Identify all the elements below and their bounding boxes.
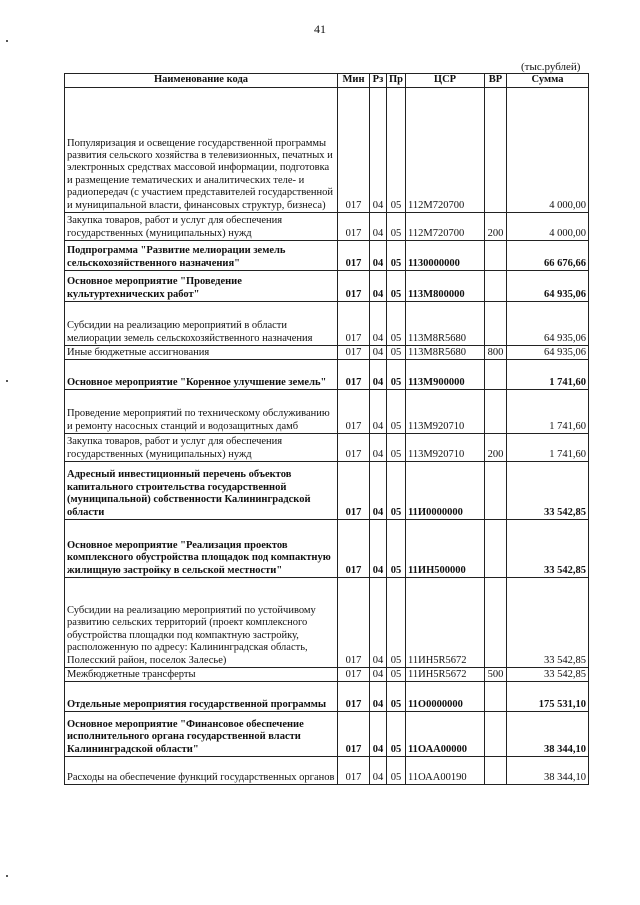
table-row (65, 346, 589, 360)
row-sum: 64 935,06 (507, 302, 589, 346)
row-csr: 11ОАА00190 (406, 757, 485, 785)
row-vr (485, 520, 507, 578)
row-pr: 05 (387, 346, 406, 360)
table-row (65, 302, 589, 346)
row-name: Отдельные мероприятия государственной программы (65, 682, 338, 712)
row-name: Основное мероприятие "Реализация проектов комплексного обустройства площадок под компактную жилищную застройку в сельской местности" (65, 520, 338, 578)
row-min: 017 (338, 757, 370, 785)
table-header-row (65, 74, 589, 88)
table-row (65, 88, 589, 213)
row-name: Адресный инвестиционный перечень объектов капитального строительства государственной (муниципальной) собственности Калининградской области (65, 462, 338, 520)
row-min: 017 (338, 302, 370, 346)
table-row (65, 578, 589, 668)
row-vr (485, 302, 507, 346)
row-rz: 04 (370, 213, 387, 241)
row-name: Основное мероприятие "Коренное улучшение земель" (65, 360, 338, 390)
header-min: Мин (338, 74, 370, 88)
row-pr: 05 (387, 682, 406, 712)
row-name: Расходы на обеспечение функций государственных органов (65, 757, 338, 785)
row-name: Основное мероприятие "Проведение культуртехнических работ" (65, 271, 338, 302)
table-row (65, 434, 589, 462)
row-vr (485, 88, 507, 213)
row-name: Проведение мероприятий по техническому обслуживанию и ремонту насосных станций и водозащитных дамб (65, 390, 338, 434)
row-pr: 05 (387, 302, 406, 346)
row-name: Популяризация и освещение государственной программы развития сельского хозяйства в телевизионных, печатных и электронных средствах массовой информации, подготовка и размещение тематических и аналитических теле- и радиопередач (с участием представителей государственной и муниципальной власти, финансовых структур, бизнеса) (65, 88, 338, 213)
row-csr: 1130000000 (406, 241, 485, 271)
row-sum: 64 935,06 (507, 271, 589, 302)
row-rz: 04 (370, 462, 387, 520)
row-rz: 04 (370, 390, 387, 434)
unit-label: (тыс.рублей) (521, 61, 581, 73)
row-vr (485, 462, 507, 520)
row-pr: 05 (387, 213, 406, 241)
row-name: Подпрограмма "Развитие мелиорации земель сельскохозяйственного назначения" (65, 241, 338, 271)
row-vr (485, 578, 507, 668)
table-row (65, 520, 589, 578)
page-number: 41 (314, 22, 326, 36)
row-vr (485, 712, 507, 757)
table-row (65, 712, 589, 757)
row-rz: 04 (370, 520, 387, 578)
row-name: Межбюджетные трансферты (65, 668, 338, 682)
row-name: Субсидии на реализацию мероприятий в области мелиорации земель сельскохозяйственного назначения (65, 302, 338, 346)
budget-table (64, 73, 589, 785)
row-pr: 05 (387, 360, 406, 390)
row-sum: 1 741,60 (507, 390, 589, 434)
row-min: 017 (338, 578, 370, 668)
row-rz: 04 (370, 682, 387, 712)
row-sum: 33 542,85 (507, 520, 589, 578)
row-pr: 05 (387, 520, 406, 578)
row-csr: 11ИН5R5672 (406, 668, 485, 682)
table-row (65, 757, 589, 785)
row-csr: 11ИН500000 (406, 520, 485, 578)
row-vr (485, 757, 507, 785)
row-min: 017 (338, 360, 370, 390)
row-rz: 04 (370, 241, 387, 271)
row-csr: 113М800000 (406, 271, 485, 302)
row-rz: 04 (370, 757, 387, 785)
row-min: 017 (338, 520, 370, 578)
row-csr: 11О0000000 (406, 682, 485, 712)
header-sum: Сумма (507, 74, 589, 88)
row-min: 017 (338, 668, 370, 682)
row-vr (485, 682, 507, 712)
row-pr: 05 (387, 88, 406, 213)
row-rz: 04 (370, 88, 387, 213)
row-vr (485, 360, 507, 390)
row-csr: 113М920710 (406, 434, 485, 462)
row-vr: 200 (485, 434, 507, 462)
row-csr: 11ИН5R5672 (406, 578, 485, 668)
row-sum: 38 344,10 (507, 757, 589, 785)
table-row (65, 360, 589, 390)
row-csr: 113М900000 (406, 360, 485, 390)
row-sum: 4 000,00 (507, 213, 589, 241)
row-rz: 04 (370, 360, 387, 390)
row-name: Иные бюджетные ассигнования (65, 346, 338, 360)
row-sum: 64 935,06 (507, 346, 589, 360)
table-row (65, 682, 589, 712)
row-min: 017 (338, 88, 370, 213)
table-row (65, 271, 589, 302)
margin-mark (6, 875, 8, 877)
row-pr: 05 (387, 241, 406, 271)
row-rz: 04 (370, 271, 387, 302)
row-sum: 33 542,85 (507, 578, 589, 668)
row-csr: 112М720700 (406, 88, 485, 213)
row-min: 017 (338, 434, 370, 462)
header-pr: Пр (387, 74, 406, 88)
row-sum: 66 676,66 (507, 241, 589, 271)
row-sum: 4 000,00 (507, 88, 589, 213)
table-row (65, 241, 589, 271)
margin-mark (6, 40, 8, 42)
row-pr: 05 (387, 434, 406, 462)
row-rz: 04 (370, 346, 387, 360)
row-min: 017 (338, 462, 370, 520)
row-sum: 175 531,10 (507, 682, 589, 712)
table-row (65, 668, 589, 682)
row-rz: 04 (370, 302, 387, 346)
row-rz: 04 (370, 434, 387, 462)
row-min: 017 (338, 241, 370, 271)
row-vr (485, 390, 507, 434)
row-vr: 200 (485, 213, 507, 241)
row-csr: 11ОАА00000 (406, 712, 485, 757)
row-csr: 112М720700 (406, 213, 485, 241)
row-csr: 113М8R5680 (406, 346, 485, 360)
row-min: 017 (338, 346, 370, 360)
row-rz: 04 (370, 668, 387, 682)
row-rz: 04 (370, 578, 387, 668)
row-sum: 1 741,60 (507, 360, 589, 390)
row-pr: 05 (387, 390, 406, 434)
row-pr: 05 (387, 712, 406, 757)
row-csr: 113М920710 (406, 390, 485, 434)
row-pr: 05 (387, 757, 406, 785)
row-min: 017 (338, 682, 370, 712)
row-pr: 05 (387, 668, 406, 682)
row-sum: 33 542,85 (507, 668, 589, 682)
row-min: 017 (338, 712, 370, 757)
row-csr: 11И0000000 (406, 462, 485, 520)
row-min: 017 (338, 390, 370, 434)
table-row (65, 390, 589, 434)
row-name: Закупка товаров, работ и услуг для обеспечения государственных (муниципальных) нужд (65, 434, 338, 462)
row-csr: 113М8R5680 (406, 302, 485, 346)
table-row (65, 213, 589, 241)
row-min: 017 (338, 271, 370, 302)
header-vr: ВР (485, 74, 507, 88)
row-vr (485, 241, 507, 271)
row-min: 017 (338, 213, 370, 241)
header-csr: ЦСР (406, 74, 485, 88)
row-pr: 05 (387, 462, 406, 520)
header-name: Наименование кода (65, 74, 338, 88)
row-rz: 04 (370, 712, 387, 757)
row-name: Основное мероприятие "Финансовое обеспечение исполнительного органа государственной власти Калининградской области" (65, 712, 338, 757)
row-vr (485, 271, 507, 302)
row-sum: 1 741,60 (507, 434, 589, 462)
row-name: Субсидии на реализацию мероприятий по устойчивому развитию сельских территорий (проект комплексного обустройства площадки под компактную застройку, расположенную по адресу: Калининградская область, Полесский район, поселок Залесье) (65, 578, 338, 668)
header-rz: Рз (370, 74, 387, 88)
margin-mark (6, 380, 8, 382)
table-row (65, 462, 589, 520)
row-sum: 38 344,10 (507, 712, 589, 757)
row-vr: 500 (485, 668, 507, 682)
row-sum: 33 542,85 (507, 462, 589, 520)
row-vr: 800 (485, 346, 507, 360)
row-name: Закупка товаров, работ и услуг для обеспечения государственных (муниципальных) нужд (65, 213, 338, 241)
row-pr: 05 (387, 271, 406, 302)
row-pr: 05 (387, 578, 406, 668)
